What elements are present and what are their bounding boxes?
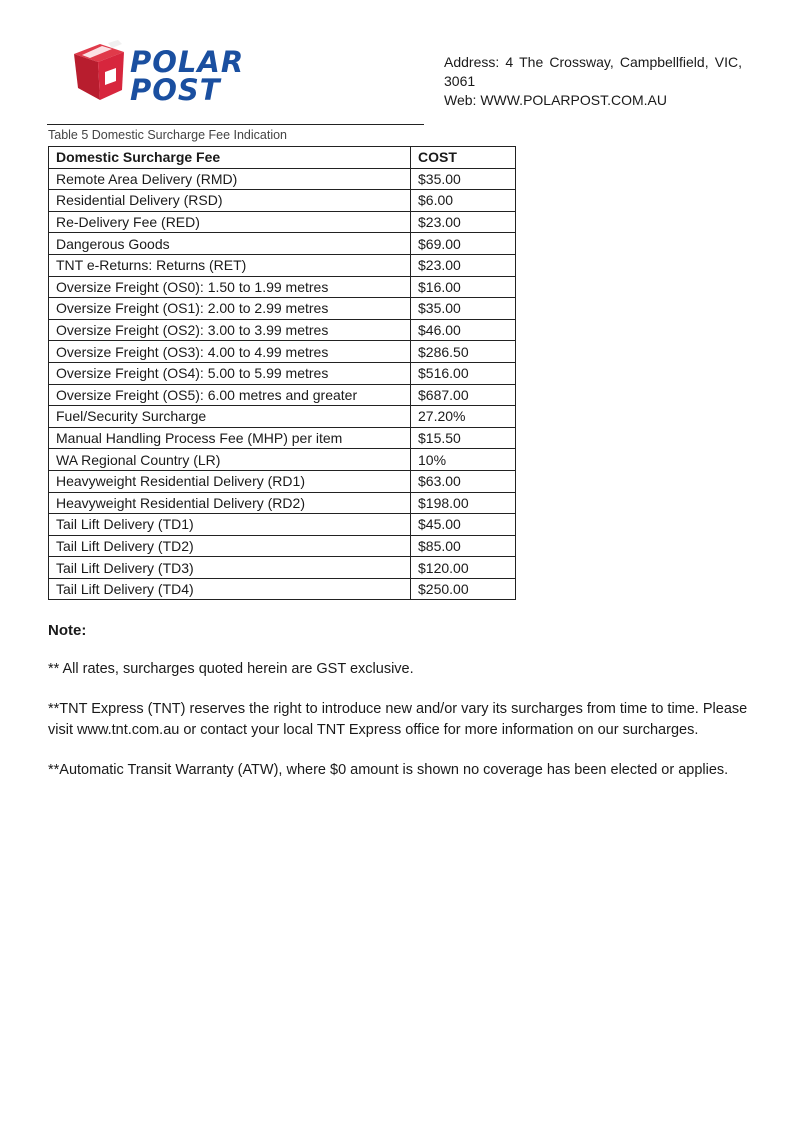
fee-cost-cell: $85.00 <box>411 535 516 557</box>
fee-name-cell: Oversize Freight (OS5): 6.00 metres and greater <box>49 384 411 406</box>
fee-cost-cell: 27.20% <box>411 406 516 428</box>
fee-cost-cell: $23.00 <box>411 211 516 233</box>
table-row <box>49 319 516 341</box>
fee-name-cell: Dangerous Goods <box>49 233 411 255</box>
fee-cost-cell: $69.00 <box>411 233 516 255</box>
fee-name-cell: Manual Handling Process Fee (MHP) per item <box>49 427 411 449</box>
table-row <box>49 362 516 384</box>
table-row <box>49 470 516 492</box>
table-row <box>49 233 516 255</box>
polar-post-logo <box>72 40 292 106</box>
fee-cost-cell: 10% <box>411 449 516 471</box>
table-row <box>49 514 516 536</box>
fee-name-cell: Oversize Freight (OS0): 1.50 to 1.99 metres <box>49 276 411 298</box>
fee-name-cell: Oversize Freight (OS3): 4.00 to 4.99 metres <box>49 341 411 363</box>
fee-cost-cell: $35.00 <box>411 168 516 190</box>
fee-cost-cell: $45.00 <box>411 514 516 536</box>
fee-cost-cell: $516.00 <box>411 362 516 384</box>
address-line-1: Address: 4 The Crossway, Campbellfield, VIC, <box>444 54 742 70</box>
table-row <box>49 427 516 449</box>
fee-cost-cell: $6.00 <box>411 190 516 212</box>
fee-name-cell: Tail Lift Delivery (TD3) <box>49 557 411 579</box>
fee-name-cell: Residential Delivery (RSD) <box>49 190 411 212</box>
fee-name-cell: Remote Area Delivery (RMD) <box>49 168 411 190</box>
note-gst: ** All rates, surcharges quoted herein are GST exclusive. <box>48 661 414 677</box>
column-header-fee: Domestic Surcharge Fee <box>49 147 411 169</box>
fee-cost-cell: $63.00 <box>411 470 516 492</box>
fee-name-cell: TNT e-Returns: Returns (RET) <box>49 254 411 276</box>
fee-name-cell: Oversize Freight (OS4): 5.00 to 5.99 metres <box>49 362 411 384</box>
table-row <box>49 341 516 363</box>
address-line-2: 3061 <box>444 73 476 89</box>
fee-name-cell: Tail Lift Delivery (TD1) <box>49 514 411 536</box>
fee-cost-cell: $687.00 <box>411 384 516 406</box>
logo-text-polar: POLAR <box>130 45 245 79</box>
note-atw: **Automatic Transit Warranty (ATW), where $0 amount is shown no coverage has been elected or applies. <box>48 762 729 778</box>
fee-name-cell: Oversize Freight (OS1): 2.00 to 2.99 metres <box>49 298 411 320</box>
table-header-row <box>49 147 516 169</box>
header-divider <box>47 124 424 125</box>
company-address-block <box>444 53 742 110</box>
table-row <box>49 211 516 233</box>
table-row <box>49 406 516 428</box>
fee-name-cell: Heavyweight Residential Delivery (RD2) <box>49 492 411 514</box>
table-row <box>49 276 516 298</box>
table-row <box>49 535 516 557</box>
fee-cost-cell: $15.50 <box>411 427 516 449</box>
logo-text-post: POST <box>130 73 221 106</box>
table-row <box>49 384 516 406</box>
fee-name-cell: Heavyweight Residential Delivery (RD1) <box>49 470 411 492</box>
fee-cost-cell: $23.00 <box>411 254 516 276</box>
fee-cost-cell: $120.00 <box>411 557 516 579</box>
table-row <box>49 190 516 212</box>
table-caption: Table 5 Domestic Surcharge Fee Indication <box>48 128 288 142</box>
fee-cost-cell: $250.00 <box>411 578 516 600</box>
fee-name-cell: Fuel/Security Surcharge <box>49 406 411 428</box>
note-tnt-surcharges: **TNT Express (TNT) reserves the right to introduce new and/or vary its surcharges from time to time. Please visit www.tnt.com.au or contact your local TNT Express office for more information on our surcharges. <box>48 701 748 738</box>
fee-name-cell: Oversize Freight (OS2): 3.00 to 3.99 metres <box>49 319 411 341</box>
fee-cost-cell: $35.00 <box>411 298 516 320</box>
table-row <box>49 578 516 600</box>
fee-name-cell: Tail Lift Delivery (TD4) <box>49 578 411 600</box>
table-row <box>49 492 516 514</box>
fee-name-cell: Re-Delivery Fee (RED) <box>49 211 411 233</box>
column-header-cost: COST <box>411 147 516 169</box>
fee-cost-cell: $16.00 <box>411 276 516 298</box>
table-row <box>49 557 516 579</box>
table-row <box>49 254 516 276</box>
fee-cost-cell: $286.50 <box>411 341 516 363</box>
fee-cost-cell: $198.00 <box>411 492 516 514</box>
fee-name-cell: WA Regional Country (LR) <box>49 449 411 471</box>
website-line: Web: WWW.POLARPOST.COM.AU <box>444 92 667 108</box>
table-row <box>49 298 516 320</box>
parcel-box-icon <box>74 40 124 100</box>
table-row <box>49 168 516 190</box>
note-title: Note: <box>48 622 87 639</box>
table-row <box>49 449 516 471</box>
surcharge-fee-table <box>48 146 516 600</box>
fee-cost-cell: $46.00 <box>411 319 516 341</box>
fee-name-cell: Tail Lift Delivery (TD2) <box>49 535 411 557</box>
